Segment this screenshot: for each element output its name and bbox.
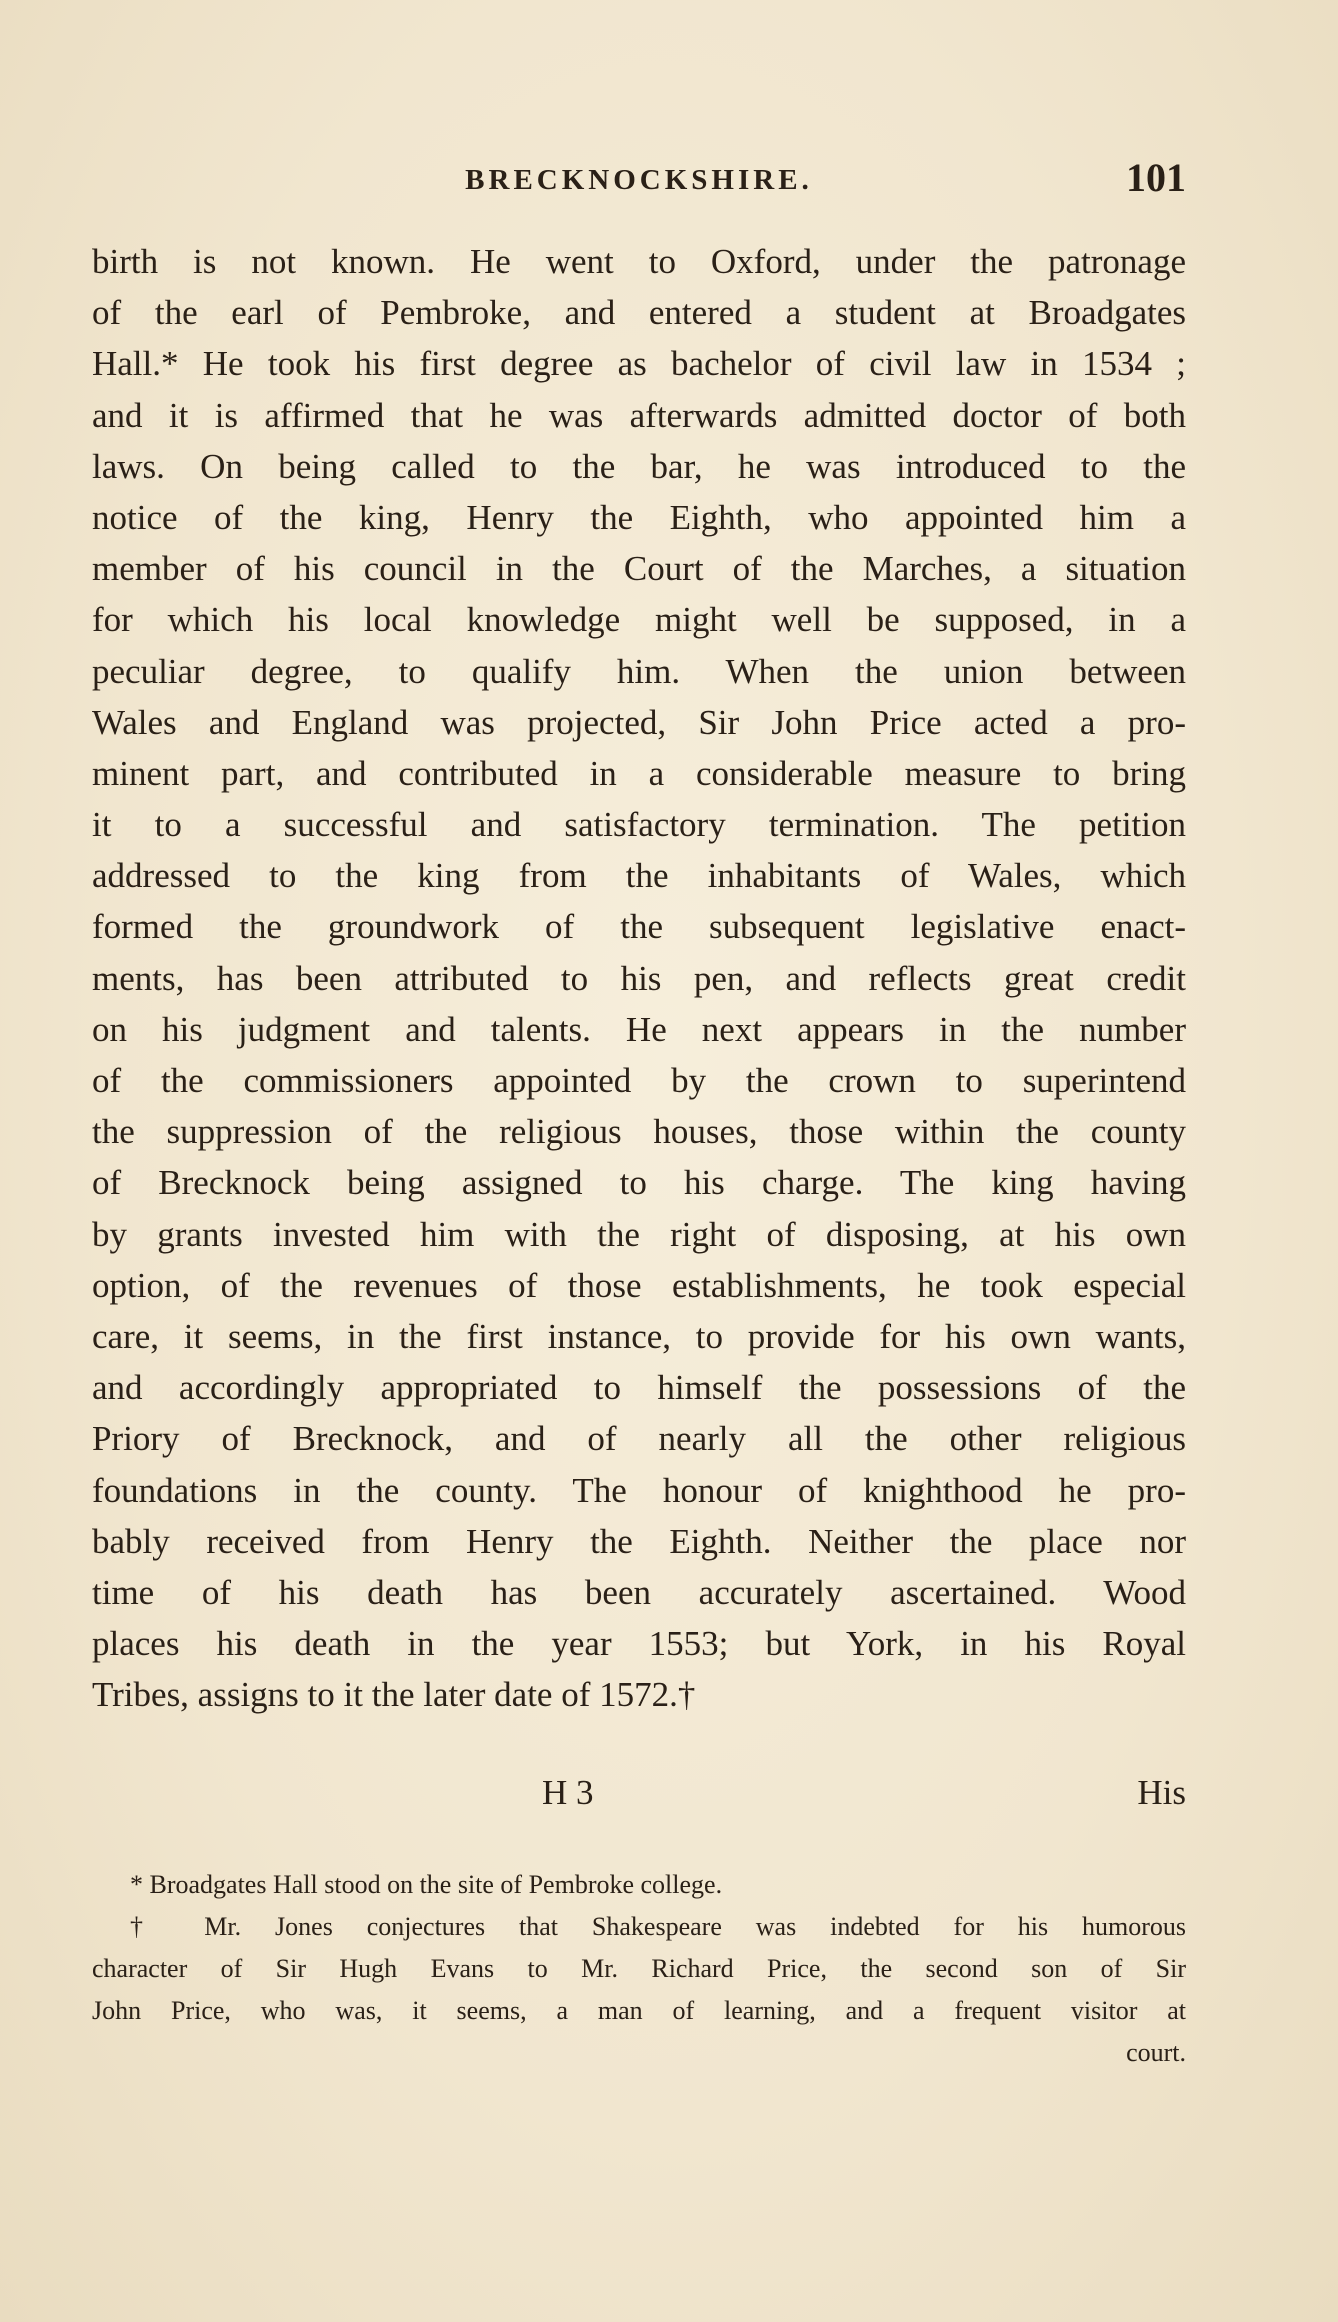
text-line: Wales and England was projected, Sir John Price acted a pro-: [92, 702, 1186, 742]
text-line: it to a successful and satisfactory termination. The petition: [92, 805, 1186, 845]
text-line: option, of the revenues of those establishments, he took especial: [92, 1265, 1186, 1305]
footnote-line: † Mr. Jones conjectures that Shakespeare was indebted for his humorous: [130, 1912, 1186, 1941]
text-line: foundations in the county. The honour of knighthood he pro-: [92, 1470, 1186, 1510]
footnotes: [92, 1864, 1186, 2074]
text-line: birth is not known. He went to Oxford, under the patronage: [92, 242, 1186, 281]
running-head: BRECKNOCKSHIRE.: [465, 164, 813, 196]
text-line: member of his council in the Court of the Marches, a situation: [92, 549, 1186, 589]
footnote-line: court.: [1126, 2038, 1186, 2067]
footnote-line: * Broadgates Hall stood on the site of Pembroke college.: [130, 1870, 723, 1899]
footnote-line: John Price, who was, it seems, a man of learning, and a frequent visitor at: [92, 1996, 1186, 2025]
text-line: and it is affirmed that he was afterwards admitted doctor of both: [92, 395, 1186, 435]
text-line: time of his death has been accurately ascertained. Wood: [92, 1572, 1186, 1612]
page-header: [92, 150, 1186, 210]
text-line: by grants invested him with the right of disposing, at his own: [92, 1214, 1186, 1254]
text-line: care, it seems, in the first instance, to provide for his own wants,: [92, 1316, 1186, 1356]
body-text: [92, 236, 1186, 1720]
text-line: notice of the king, Henry the Eighth, who appointed him a: [92, 497, 1186, 537]
text-line: of the earl of Pembroke, and entered a student at Broadgates: [92, 293, 1186, 333]
text-line: Tribes, assigns to it the later date of 1572.†: [92, 1675, 696, 1715]
text-line: laws. On being called to the bar, he was introduced to the: [92, 446, 1186, 486]
text-line: peculiar degree, to qualify him. When the union between: [92, 651, 1186, 691]
text-line: minent part, and contributed in a considerable measure to bring: [92, 753, 1186, 793]
text-line: of Brecknock being assigned to his charge. The king having: [92, 1163, 1186, 1203]
text-line: and accordingly appropriated to himself the possessions of the: [92, 1368, 1186, 1408]
text-line: for which his local knowledge might well be supposed, in a: [92, 600, 1186, 640]
text-line: Priory of Brecknock, and of nearly all the other religious: [92, 1419, 1186, 1459]
catchword: His: [1137, 1773, 1186, 1812]
page-number: 101: [1126, 155, 1186, 200]
text-line: formed the groundwork of the subsequent legislative enact-: [92, 907, 1186, 947]
signature-mark: H 3: [542, 1773, 594, 1812]
signature-line: [92, 1773, 1186, 1823]
text-line: on his judgment and talents. He next appears in the number: [92, 1009, 1186, 1049]
text-line: bably received from Henry the Eighth. Neither the place nor: [92, 1521, 1186, 1561]
text-line: places his death in the year 1553; but York, in his Royal: [92, 1624, 1186, 1664]
text-line: Hall.* He took his first degree as bachelor of civil law in 1534 ;: [92, 344, 1186, 384]
text-line: ments, has been attributed to his pen, and reflects great credit: [92, 958, 1186, 998]
text-line: of the commissioners appointed by the crown to superintend: [92, 1061, 1186, 1100]
text-line: the suppression of the religious houses, those within the county: [92, 1112, 1186, 1152]
footnote-line: character of Sir Hugh Evans to Mr. Richard Price, the second son of Sir: [92, 1954, 1186, 1983]
text-line: addressed to the king from the inhabitants of Wales, which: [92, 856, 1186, 896]
